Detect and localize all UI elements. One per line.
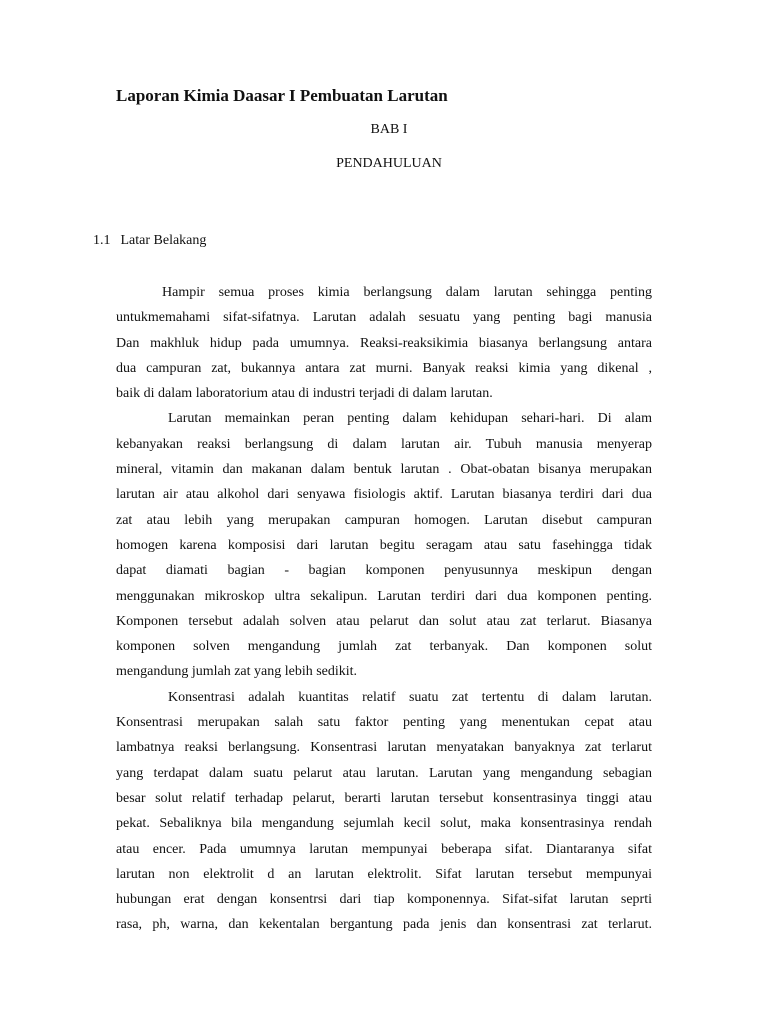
section-number: 1.1	[93, 233, 111, 248]
paragraph-line: dapat diamati bagian - bagian komponen penyusunnya meskipun dengan	[116, 563, 652, 579]
chapter-label: BAB I	[370, 122, 408, 137]
paragraph-line: Hampir semua proses kimia berlangsung dalam larutan sehingga penting	[162, 285, 652, 300]
paragraph-line: yang terdapat dalam suatu pelarut atau larutan. Larutan yang mengandung sebagian	[116, 765, 652, 781]
paragraph-line: Dan makhluk hidup pada umumnya. Reaksi-reaksikimia biasanya berlangsung antara	[116, 335, 652, 351]
paragraph-line: homogen karena komposisi dari larutan begitu seragam atau satu fasehingga tidak	[116, 537, 652, 553]
paragraph-line: larutan non elektrolit d an larutan elektrolit. Sifat larutan tersebut mempunyai	[116, 866, 652, 882]
paragraph-line: komponen solven mengandung jumlah zat terbanyak. Dan komponen solut	[116, 639, 652, 655]
paragraph-line: larutan air atau alkohol dari senyawa fisiologis aktif. Larutan biasanya terdiri dari dua	[116, 487, 652, 503]
paragraph-line: untukmemahami sifat-sifatnya. Larutan adalah sesuatu yang penting bagi manusia	[116, 310, 652, 326]
paragraph-line: Konsentrasi adalah kuantitas relatif suatu zat tertentu di dalam larutan.	[168, 689, 652, 705]
paragraph-line: lambatnya reaksi berlangsung. Konsentrasi larutan menyatakan banyaknya zat terlarut	[116, 740, 652, 756]
body-text	[116, 280, 652, 938]
paragraph-line: kebanyakan reaksi berlangsung di dalam larutan air. Tubuh manusia menyerap	[116, 436, 652, 452]
paragraph-line: dua campuran zat, bukannya antara zat murni. Banyak reaksi kimia yang dikenal ,	[116, 360, 652, 376]
paragraph-line: pekat. Sebaliknya bila mengandung sejumlah kecil solut, maka konsentrasinya rendah	[116, 816, 652, 832]
paragraph-line: zat atau lebih yang merupakan campuran homogen. Larutan disebut campuran	[116, 512, 652, 528]
chapter-title: PENDAHULUAN	[336, 156, 442, 171]
paragraph-line: hubungan erat dengan konsentrsi dari tiap komponennya. Sifat-sifat larutan seprti	[116, 892, 652, 908]
section-title: Latar Belakang	[120, 233, 207, 248]
paragraph-line: mineral, vitamin dan makanan dalam bentuk larutan . Obat-obatan bisanya merupakan	[116, 462, 652, 478]
paragraph-line: besar solut relatif terhadap pelarut, berarti larutan tersebut konsentrasinya tinggi atau	[116, 790, 652, 806]
paragraph-line: baik di dalam laboratorium atau di industri terjadi di dalam larutan.	[116, 386, 493, 402]
paragraph-line: Konsentrasi merupakan salah satu faktor penting yang menentukan cepat atau	[116, 715, 652, 731]
paragraph-line: Larutan memainkan peran penting dalam kehidupan sehari-hari. Di alam	[168, 411, 652, 427]
paragraph-line: rasa, ph, warna, dan kekentalan bergantung pada jenis dan konsentrasi zat terlarut.	[116, 917, 652, 933]
paragraph-line: mengandung jumlah zat yang lebih sedikit.	[116, 664, 358, 680]
document-title: Laporan Kimia Daasar I Pembuatan Larutan	[116, 86, 448, 105]
paragraph-line: Komponen tersebut adalah solven atau pelarut dan solut atau zat terlarut. Biasanya	[116, 613, 652, 629]
paragraph-line: atau encer. Pada umumnya larutan mempunyai beberapa sifat. Diantaranya sifat	[116, 841, 652, 857]
section-heading	[93, 233, 206, 249]
paragraph-line: menggunakan mikroskop ultra sekalipun. Larutan terdiri dari dua komponen penting.	[116, 588, 652, 604]
